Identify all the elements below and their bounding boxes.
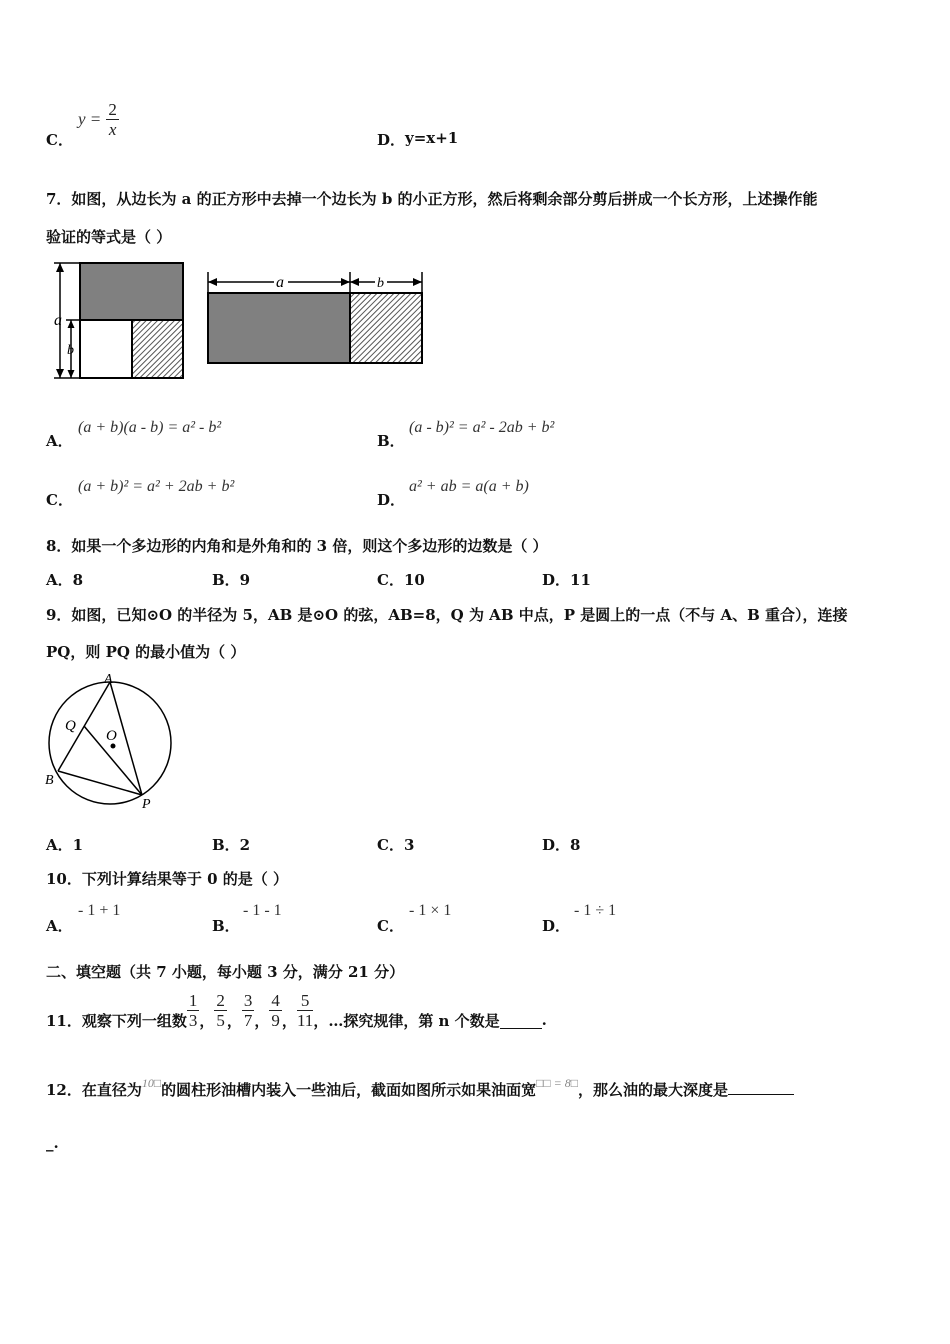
q12-suffix: ，那么油的最大深度是 [577,1081,728,1099]
q9-label-q: Q [65,718,76,734]
q11-prefix: 11．观察下列一组数 [46,1011,187,1030]
q7-text-line1: 7．如图，从边长为 a 的正方形中去掉一个边长为 b 的小正方形，然后将剩余部分剪后拼成一个长方形，上述操作能 [46,190,818,208]
q10-option-b-expr: - 1 - 1 [243,902,282,919]
q7-option-d-label: D． [377,491,406,509]
q9-option-b: B．2 [212,836,251,854]
q11-fraction-3 [242,991,255,1030]
q8-option-c: C．10 [377,571,425,589]
q12-line1 [46,1076,794,1100]
q9-option-c: C．3 [377,836,415,854]
q12-mid: 的圆柱形油槽内装入一些油后，截面如图所示如果油面宽 [161,1081,537,1099]
q11-sep: ， [226,1011,242,1030]
q7-fig1-label-a: a [54,312,62,329]
q11-f5-den: 11 [296,1010,314,1030]
q11-fraction-2 [214,991,227,1030]
q11-fraction-4 [269,991,282,1030]
q6-option-c-expr [78,100,119,139]
q6-option-c-label: C． [46,131,73,149]
q7-rect-hatched [350,293,422,363]
q7-option-c-expr: (a + b)² = a² + 2ab + b² [78,478,235,495]
q7-square-hatched [132,320,183,378]
q9-label-a: A [104,672,113,687]
q9-label-p: P [142,797,151,812]
q8-text: 8．如果一个多边形的内角和是外角和的 3 倍，则这个多边形的边数是（ ） [46,537,548,555]
q11-end: . [541,1011,547,1029]
q12-line2: _. [46,1134,59,1152]
q12-width-image: □□ = 8□ [536,1076,578,1090]
q11-f1-den: 3 [188,1010,198,1030]
q10-option-c-expr: - 1 × 1 [409,902,452,919]
q9-label-o: O [106,728,117,744]
q8-option-d: D．11 [542,571,591,589]
q7-option-b-label: B． [377,432,405,450]
q7-text-line2: 验证的等式是（ ） [46,228,172,246]
q11-f4-den: 9 [271,1010,280,1030]
q6-c-den: x [108,120,117,139]
q7-option-a-label: A． [46,432,73,450]
q11-f5-num: 5 [297,991,313,1011]
q9-segment-bp [58,771,142,795]
q8-option-a: A．8 [46,571,84,589]
q7-fig1-label-b: b [67,343,74,358]
q7-option-d-expr: a² + ab = a(a + b) [409,478,529,495]
q7-square-bottom-left [80,320,132,378]
q11-f1-num: 1 [188,990,198,1010]
q11-sep: ， [281,1011,297,1030]
q6-option-d-expr: y=x+1 [405,129,459,147]
q9-label-b: B [45,773,54,788]
q11-answer-blank[interactable] [500,1028,542,1029]
q7-fig2-label-a: a [276,274,284,291]
q7-figure-square [44,258,194,386]
q10-option-d-expr: - 1 ÷ 1 [574,902,617,919]
q9-option-a: A．1 [46,836,84,854]
q7-option-b-expr: (a - b)² = a² - 2ab + b² [409,419,555,436]
q7-rect-shaded [208,293,350,363]
q7-square-top-shaded [80,263,183,320]
q9-option-d: D．8 [542,836,581,854]
q11-suffix: ，…探究规律，第 n 个数是 [313,1011,500,1030]
section2-title: 二、填空题（共 7 小题，每小题 3 分，满分 21 分） [46,963,405,981]
q7-figure-rectangle [202,264,430,372]
q6-option-d-label: D． [377,131,406,149]
q11-f3-num: 3 [243,990,253,1010]
q7-fig2-label-b: b [377,276,384,291]
q10-option-d-label: D． [542,917,571,935]
q11-f4-num: 4 [271,990,280,1010]
q11-fraction-1 [187,991,200,1030]
q7-option-c-label: C． [46,491,73,509]
q10-option-a-label: A． [46,917,73,935]
q11-f2-den: 5 [216,1010,225,1030]
q11-fraction-5 [297,991,313,1030]
q9-text-line2: PQ，则 PQ 的最小值为（ ） [46,643,246,661]
q11-f3-den: 7 [243,1010,253,1030]
q11-line [46,985,547,1035]
q11-sep: ， [199,1011,215,1030]
q10-option-a-expr: - 1 + 1 [78,902,121,919]
q10-option-c-label: C． [377,917,404,935]
q10-option-b-label: B． [212,917,240,935]
q6-c-num: 2 [108,100,117,119]
q6-c-lhs: y = [78,109,102,129]
q9-circle-figure [44,668,178,812]
q6-c-fraction [106,100,119,139]
q7-option-a-expr: (a + b)(a - b) = a² - b² [78,419,222,436]
q11-sep: ， [254,1011,270,1030]
q10-text: 10．下列计算结果等于 0 的是（ ） [46,870,288,888]
q8-option-b: B．9 [212,571,251,589]
q12-prefix: 12．在直径为 [46,1081,142,1099]
q12-diameter-image: 10□ [141,1076,162,1090]
q9-center-point [111,744,116,749]
q9-text-line1: 9．如图，已知⊙O 的半径为 5，AB 是⊙O 的弦，AB=8，Q 为 AB 中点，P 是圆上的一点（不与 A、B 重合），连接 [46,606,848,624]
q12-answer-blank[interactable] [728,1094,794,1095]
q11-f2-num: 2 [216,990,225,1010]
